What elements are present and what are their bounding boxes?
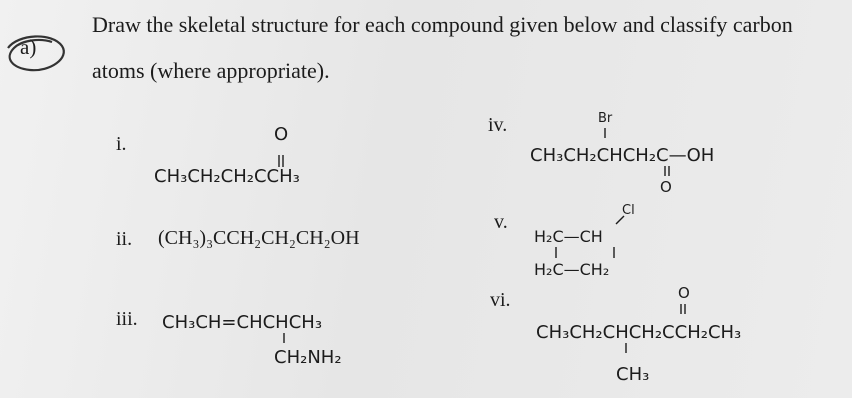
structure-iv-oxygen: O [660, 178, 672, 196]
structure-iv-chain: CH₃CH₂CHCH₂C—OH [530, 145, 715, 166]
question-text-line2: atoms (where appropriate). [92, 58, 330, 83]
structure-iii-chain: CH₃CH=CHCHCH₃ [162, 312, 323, 333]
structure-iii [162, 300, 392, 380]
question-label: a) [20, 35, 37, 59]
item-numeral-iii: iii. [116, 308, 138, 330]
item-numeral-ii: ii. [116, 228, 133, 250]
structure-v-top-bond: H₂C—CH [534, 227, 603, 246]
structure-i-oxygen: O [274, 124, 289, 145]
item-numeral-vi: vi. [490, 289, 511, 311]
structure-iv-bromine: Br [598, 111, 613, 126]
question-text-line1: Draw the skeletal structure for each compound given below and classify carbon [92, 12, 793, 37]
structure-v [532, 198, 662, 283]
structure-v-bottom-bond: H₂C—CH₂ [534, 260, 610, 279]
formula-ii: (CH₃)₃CCH₂CH₂CH₂OH [158, 227, 360, 249]
structure-iv [530, 108, 750, 196]
structure-iii-substituent: CH₂NH₂ [274, 347, 342, 368]
structure-vi-methyl: CH₃ [616, 364, 650, 385]
structure-vi-chain: CH₃CH₂CHCH₂CCH₂CH₃ [536, 322, 742, 343]
item-numeral-iv: iv. [488, 114, 508, 136]
structure-vi-oxygen: O [678, 284, 690, 302]
structure-i [150, 120, 350, 190]
structure-vi [536, 280, 796, 385]
item-numeral-i: i. [116, 133, 127, 155]
structure-i-chain: CH₃CH₂CH₂CCH₃ [154, 166, 300, 187]
item-numeral-v: v. [494, 211, 508, 233]
structure-v-chlorine: Cl [622, 203, 635, 218]
